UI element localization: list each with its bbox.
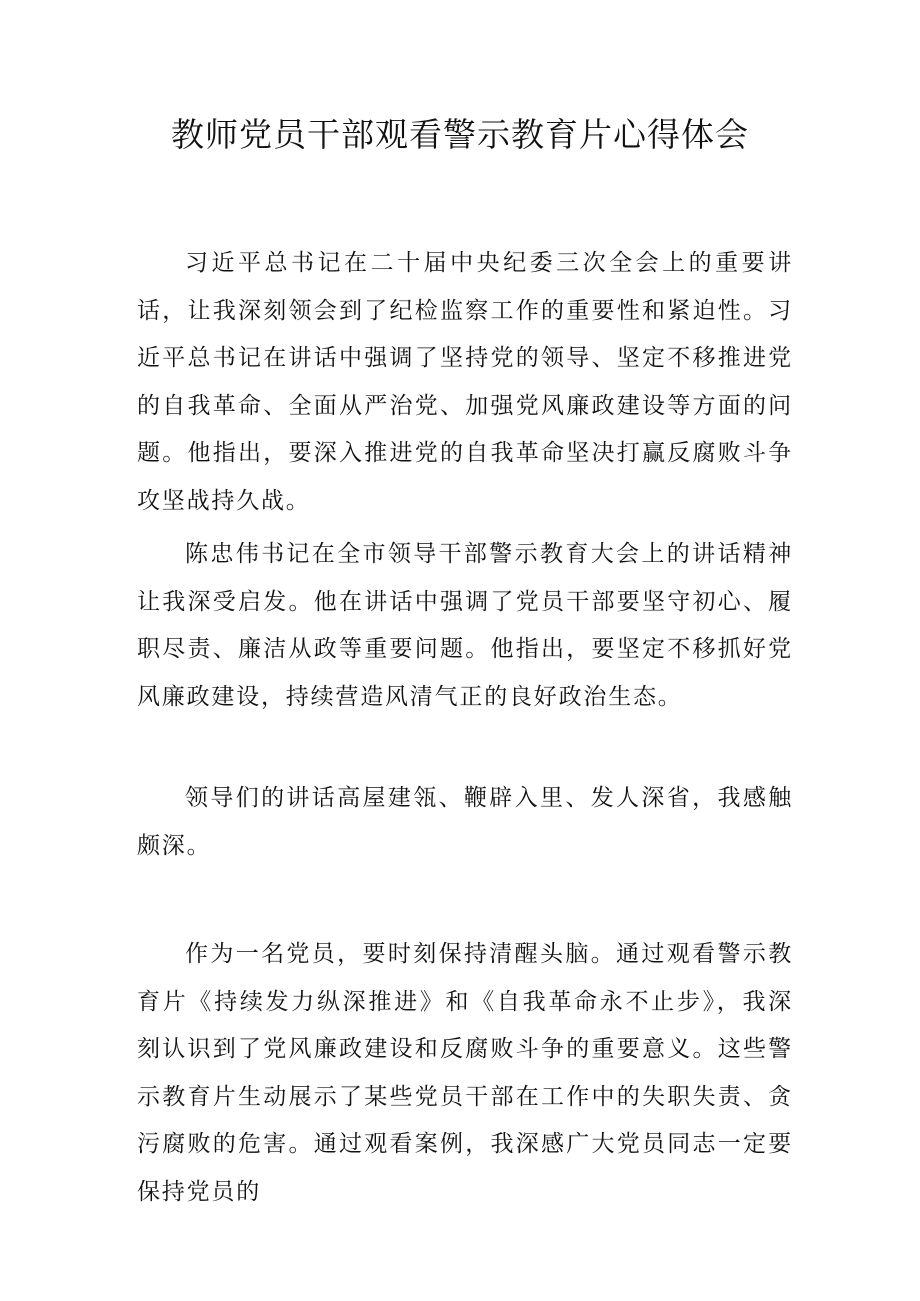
paragraph: 领导们的讲话高屋建瓴、鞭辟入里、发人深省，我感触颇深。 xyxy=(137,785,793,859)
paragraph: 作为一名党员，要时刻保持清醒头脑。通过观看警示教育片《持续发力纵深推进》和《自我革命永不止步》，我深刻认识到了党风廉政建设和反腐败斗争的重要意义。这些警示教育片生动展示了某些党员干部在工作中的失职失责、贪污腐败的危害。通过观看案例，我深感广大党员同志一定要保持党员的 xyxy=(137,941,793,1205)
document-title: 教师党员干部观看警示教育片心得体会 xyxy=(171,115,749,154)
paragraph: 习近平总书记在二十届中央纪委三次全会上的重要讲话，让我深刻领会到了纪检监察工作的重要性和紧迫性。习近平总书记在讲话中强调了坚持党的领导、坚定不移推进党的自我革命、全面从严治党、加强党风廉政建设等方面的问题。他指出，要深入推进党的自我革命坚决打赢反腐败斗争攻坚战持久战。 xyxy=(137,250,793,514)
paragraph: 陈忠伟书记在全市领导干部警示教育大会上的讲话精神让我深受启发。他在讲话中强调了党员干部要坚守初心、履职尽责、廉洁从政等重要问题。他指出，要坚定不移抓好党风廉政建设，持续营造风清气正的良好政治生态。 xyxy=(137,541,793,710)
